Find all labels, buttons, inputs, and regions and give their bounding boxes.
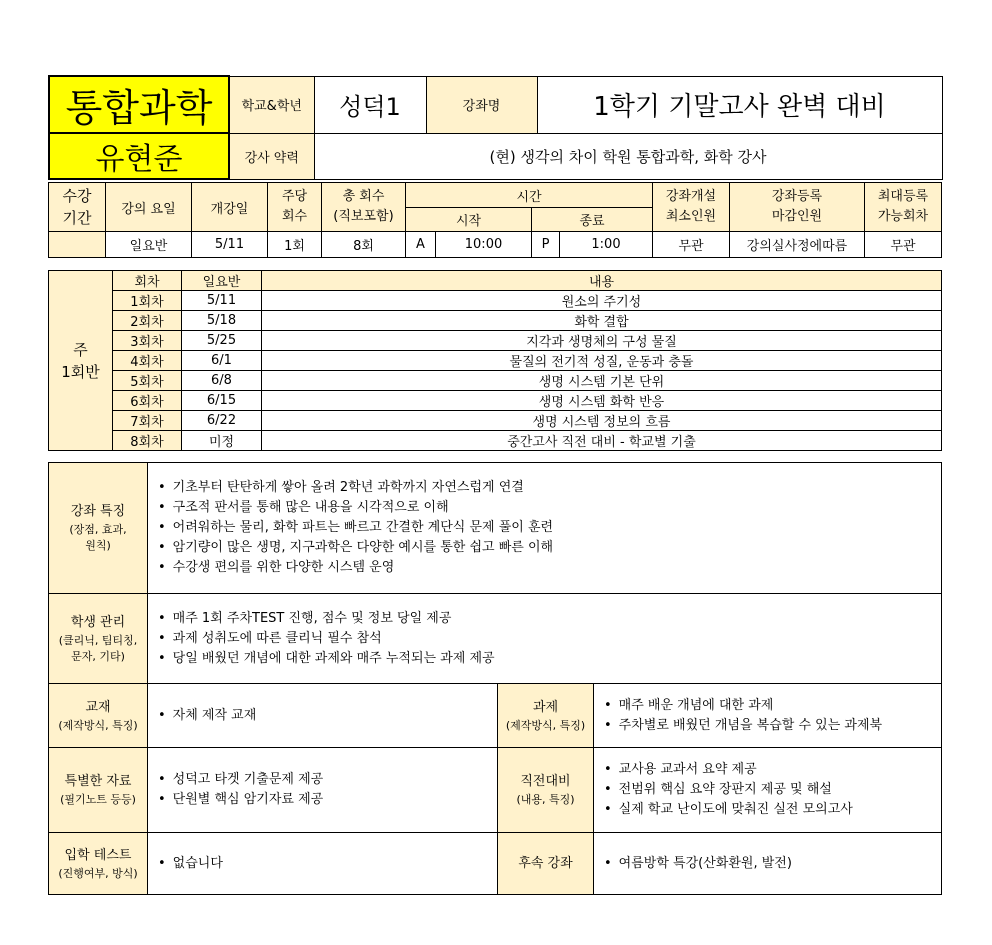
materials-cell xyxy=(148,748,498,833)
lecture-day-label: 강의 요일 xyxy=(106,183,192,232)
entrance-item: • 없습니다 xyxy=(158,854,497,874)
teacher-name: 유현준 xyxy=(49,133,229,179)
deadline-value: 강의실사정에따름 xyxy=(730,232,865,258)
weekly-count: 1회 xyxy=(268,232,322,258)
homework-title: 과제 xyxy=(532,699,559,715)
features-item: • 구조적 판서를 통해 많은 내용을 시각적으로 이해 xyxy=(158,498,941,518)
schedule-content: 생명 시스템 정보의 흐름 xyxy=(262,411,942,431)
schedule-round: 6회차 xyxy=(113,391,182,411)
homework-list xyxy=(594,696,941,736)
total-label: 총 회수 (직보포함) xyxy=(322,183,406,232)
entrance-label-cell xyxy=(49,833,148,895)
textbook-subtitle: (제작방식, 특징) xyxy=(58,718,138,732)
end-label: 종료 xyxy=(532,208,653,232)
total-count: 8회 xyxy=(322,232,406,258)
textbook-title: 교재 xyxy=(85,699,111,715)
schedule-date: 5/18 xyxy=(182,311,262,331)
schedule-date: 6/8 xyxy=(182,371,262,391)
min-label: 강좌개설 최소인원 xyxy=(653,183,730,232)
schedule-round: 5회차 xyxy=(113,371,182,391)
schedule-date: 6/1 xyxy=(182,351,262,371)
materials-subtitle: (필기노트 등등) xyxy=(60,793,136,806)
school-label: 학교&학년 xyxy=(229,76,314,133)
management-list xyxy=(148,609,941,669)
schedule-table xyxy=(48,270,942,451)
schedule-content: 원소의 주기성 xyxy=(262,291,942,311)
period-title-cont xyxy=(49,232,106,258)
followup-list xyxy=(594,854,941,874)
features-item: • 기초부터 탄탄하게 쌓아 올려 2학년 과학까지 자연스럽게 연결 xyxy=(158,478,941,498)
col-round: 회차 xyxy=(113,271,182,291)
career-label: 강사 약력 xyxy=(229,133,314,179)
col-content: 내용 xyxy=(262,271,942,291)
features-list xyxy=(148,478,941,578)
final-prep-item: • 실제 학교 난이도에 맞춰진 실전 모의고사 xyxy=(604,800,941,820)
schedule-round: 7회차 xyxy=(113,411,182,431)
min-count: 무관 xyxy=(653,232,730,258)
materials-item: • 성덕고 타겟 기출문제 제공 xyxy=(158,770,497,790)
max-count: 무관 xyxy=(865,232,942,258)
textbook-label-cell xyxy=(49,684,148,748)
textbook-list xyxy=(148,706,497,726)
period-table xyxy=(48,182,942,258)
start-ampm: A xyxy=(406,232,436,258)
course-label: 강좌명 xyxy=(426,76,537,133)
max-label: 최대등록 가능회차 xyxy=(865,183,942,232)
management-item: • 과제 성취도에 따른 클리닉 필수 참석 xyxy=(158,629,941,649)
materials-item: • 단원별 핵심 암기자료 제공 xyxy=(158,790,497,810)
col-day: 일요반 xyxy=(182,271,262,291)
entrance-cell xyxy=(148,833,498,895)
schedule-date: 5/11 xyxy=(182,291,262,311)
start-day-label: 개강일 xyxy=(192,183,268,232)
features-cell xyxy=(148,463,942,594)
schedule-content: 중간고사 직전 대비 - 학교별 기출 xyxy=(262,431,942,451)
final-prep-item: • 교사용 교과서 요약 제공 xyxy=(604,760,941,780)
entrance-subtitle: (진행여부, 방식) xyxy=(58,866,138,880)
career-value: (현) 생각의 차이 학원 통합과학, 화학 강사 xyxy=(314,133,942,179)
schedule-date: 6/15 xyxy=(182,391,262,411)
start-time: 10:00 xyxy=(436,232,532,258)
deadline-label: 강좌등록 마감인원 xyxy=(730,183,865,232)
followup-label-cell xyxy=(498,833,594,895)
materials-list xyxy=(148,770,497,810)
features-item: • 수강생 편의를 위한 다양한 시스템 운영 xyxy=(158,558,941,578)
features-title: 강좌 특징 xyxy=(70,504,126,519)
features-label-cell xyxy=(49,463,148,594)
management-item: • 매주 1회 주차TEST 진행, 점수 및 정보 당일 제공 xyxy=(158,609,941,629)
lecture-day: 일요반 xyxy=(106,232,192,258)
textbook-item: • 자체 제작 교재 xyxy=(158,706,497,726)
management-cell xyxy=(148,594,942,684)
management-label-cell xyxy=(49,594,148,684)
final-prep-title: 직전대비 xyxy=(520,774,571,789)
start-day: 5/11 xyxy=(192,232,268,258)
subject-title: 통합과학 xyxy=(49,76,229,133)
schedule-title: 주 1회반 xyxy=(49,271,113,451)
schedule-date: 6/22 xyxy=(182,411,262,431)
followup-item: • 여름방학 특강(산화환원, 발전) xyxy=(604,854,941,874)
end-ampm: P xyxy=(532,232,560,258)
details-table xyxy=(48,462,942,895)
schedule-content: 지각과 생명체의 구성 물질 xyxy=(262,331,942,351)
final-prep-cell xyxy=(594,748,942,833)
schedule-content: 물질의 전기적 성질, 운동과 충돌 xyxy=(262,351,942,371)
followup-cell xyxy=(594,833,942,895)
schedule-content: 생명 시스템 화학 반응 xyxy=(262,391,942,411)
end-time: 1:00 xyxy=(560,232,653,258)
management-title: 학생 관리 xyxy=(70,614,126,630)
schedule-date: 5/25 xyxy=(182,331,262,351)
schedule-content: 생명 시스템 기본 단위 xyxy=(262,371,942,391)
schedule-round: 3회차 xyxy=(113,331,182,351)
homework-item: • 매주 배운 개념에 대한 과제 xyxy=(604,696,941,716)
homework-item: • 주차별로 배웠던 개념을 복습할 수 있는 과제북 xyxy=(604,716,941,736)
final-prep-subtitle: (내용, 특징) xyxy=(516,793,575,806)
schedule-round: 1회차 xyxy=(113,291,182,311)
entrance-list xyxy=(148,854,497,874)
schedule-round: 8회차 xyxy=(113,431,182,451)
management-subtitle: (클리닉, 팀티칭, 문자, 기타) xyxy=(58,633,138,663)
final-prep-label-cell xyxy=(498,748,594,833)
schedule-date: 미정 xyxy=(182,431,262,451)
materials-label-cell xyxy=(49,748,148,833)
homework-subtitle: (제작방식, 특징) xyxy=(505,718,586,732)
features-item: • 어려워하는 물리, 화학 파트는 빠르고 간결한 계단식 문제 풀이 훈련 xyxy=(158,518,941,538)
materials-title: 특별한 자료 xyxy=(64,774,132,789)
time-label: 시간 xyxy=(406,183,653,208)
schedule-round: 2회차 xyxy=(113,311,182,331)
course-title: 1학기 기말고사 완벽 대비 xyxy=(537,76,942,133)
followup-title: 후속 강좌 xyxy=(518,855,573,871)
schedule-content: 화학 결합 xyxy=(262,311,942,331)
school-value: 성덕1 xyxy=(314,76,426,133)
entrance-title: 입학 테스트 xyxy=(64,847,132,863)
homework-cell xyxy=(594,684,942,748)
features-item: • 암기량이 많은 생명, 지구과학은 다양한 예시를 통한 쉽고 빠른 이해 xyxy=(158,538,941,558)
final-prep-list xyxy=(594,760,941,820)
management-item: • 당일 배웠던 개념에 대한 과제와 매주 누적되는 과제 제공 xyxy=(158,649,941,669)
final-prep-item: • 전범위 핵심 요약 장판지 제공 및 해설 xyxy=(604,780,941,800)
weekly-label: 주당 회수 xyxy=(268,183,322,232)
textbook-cell xyxy=(148,684,498,748)
schedule-round: 4회차 xyxy=(113,351,182,371)
header-table xyxy=(48,75,943,180)
period-title: 수강 기간 xyxy=(49,183,106,232)
features-subtitle: (장점, 효과, 원칙) xyxy=(69,523,127,552)
homework-label-cell xyxy=(498,684,594,748)
start-label: 시작 xyxy=(406,208,532,232)
